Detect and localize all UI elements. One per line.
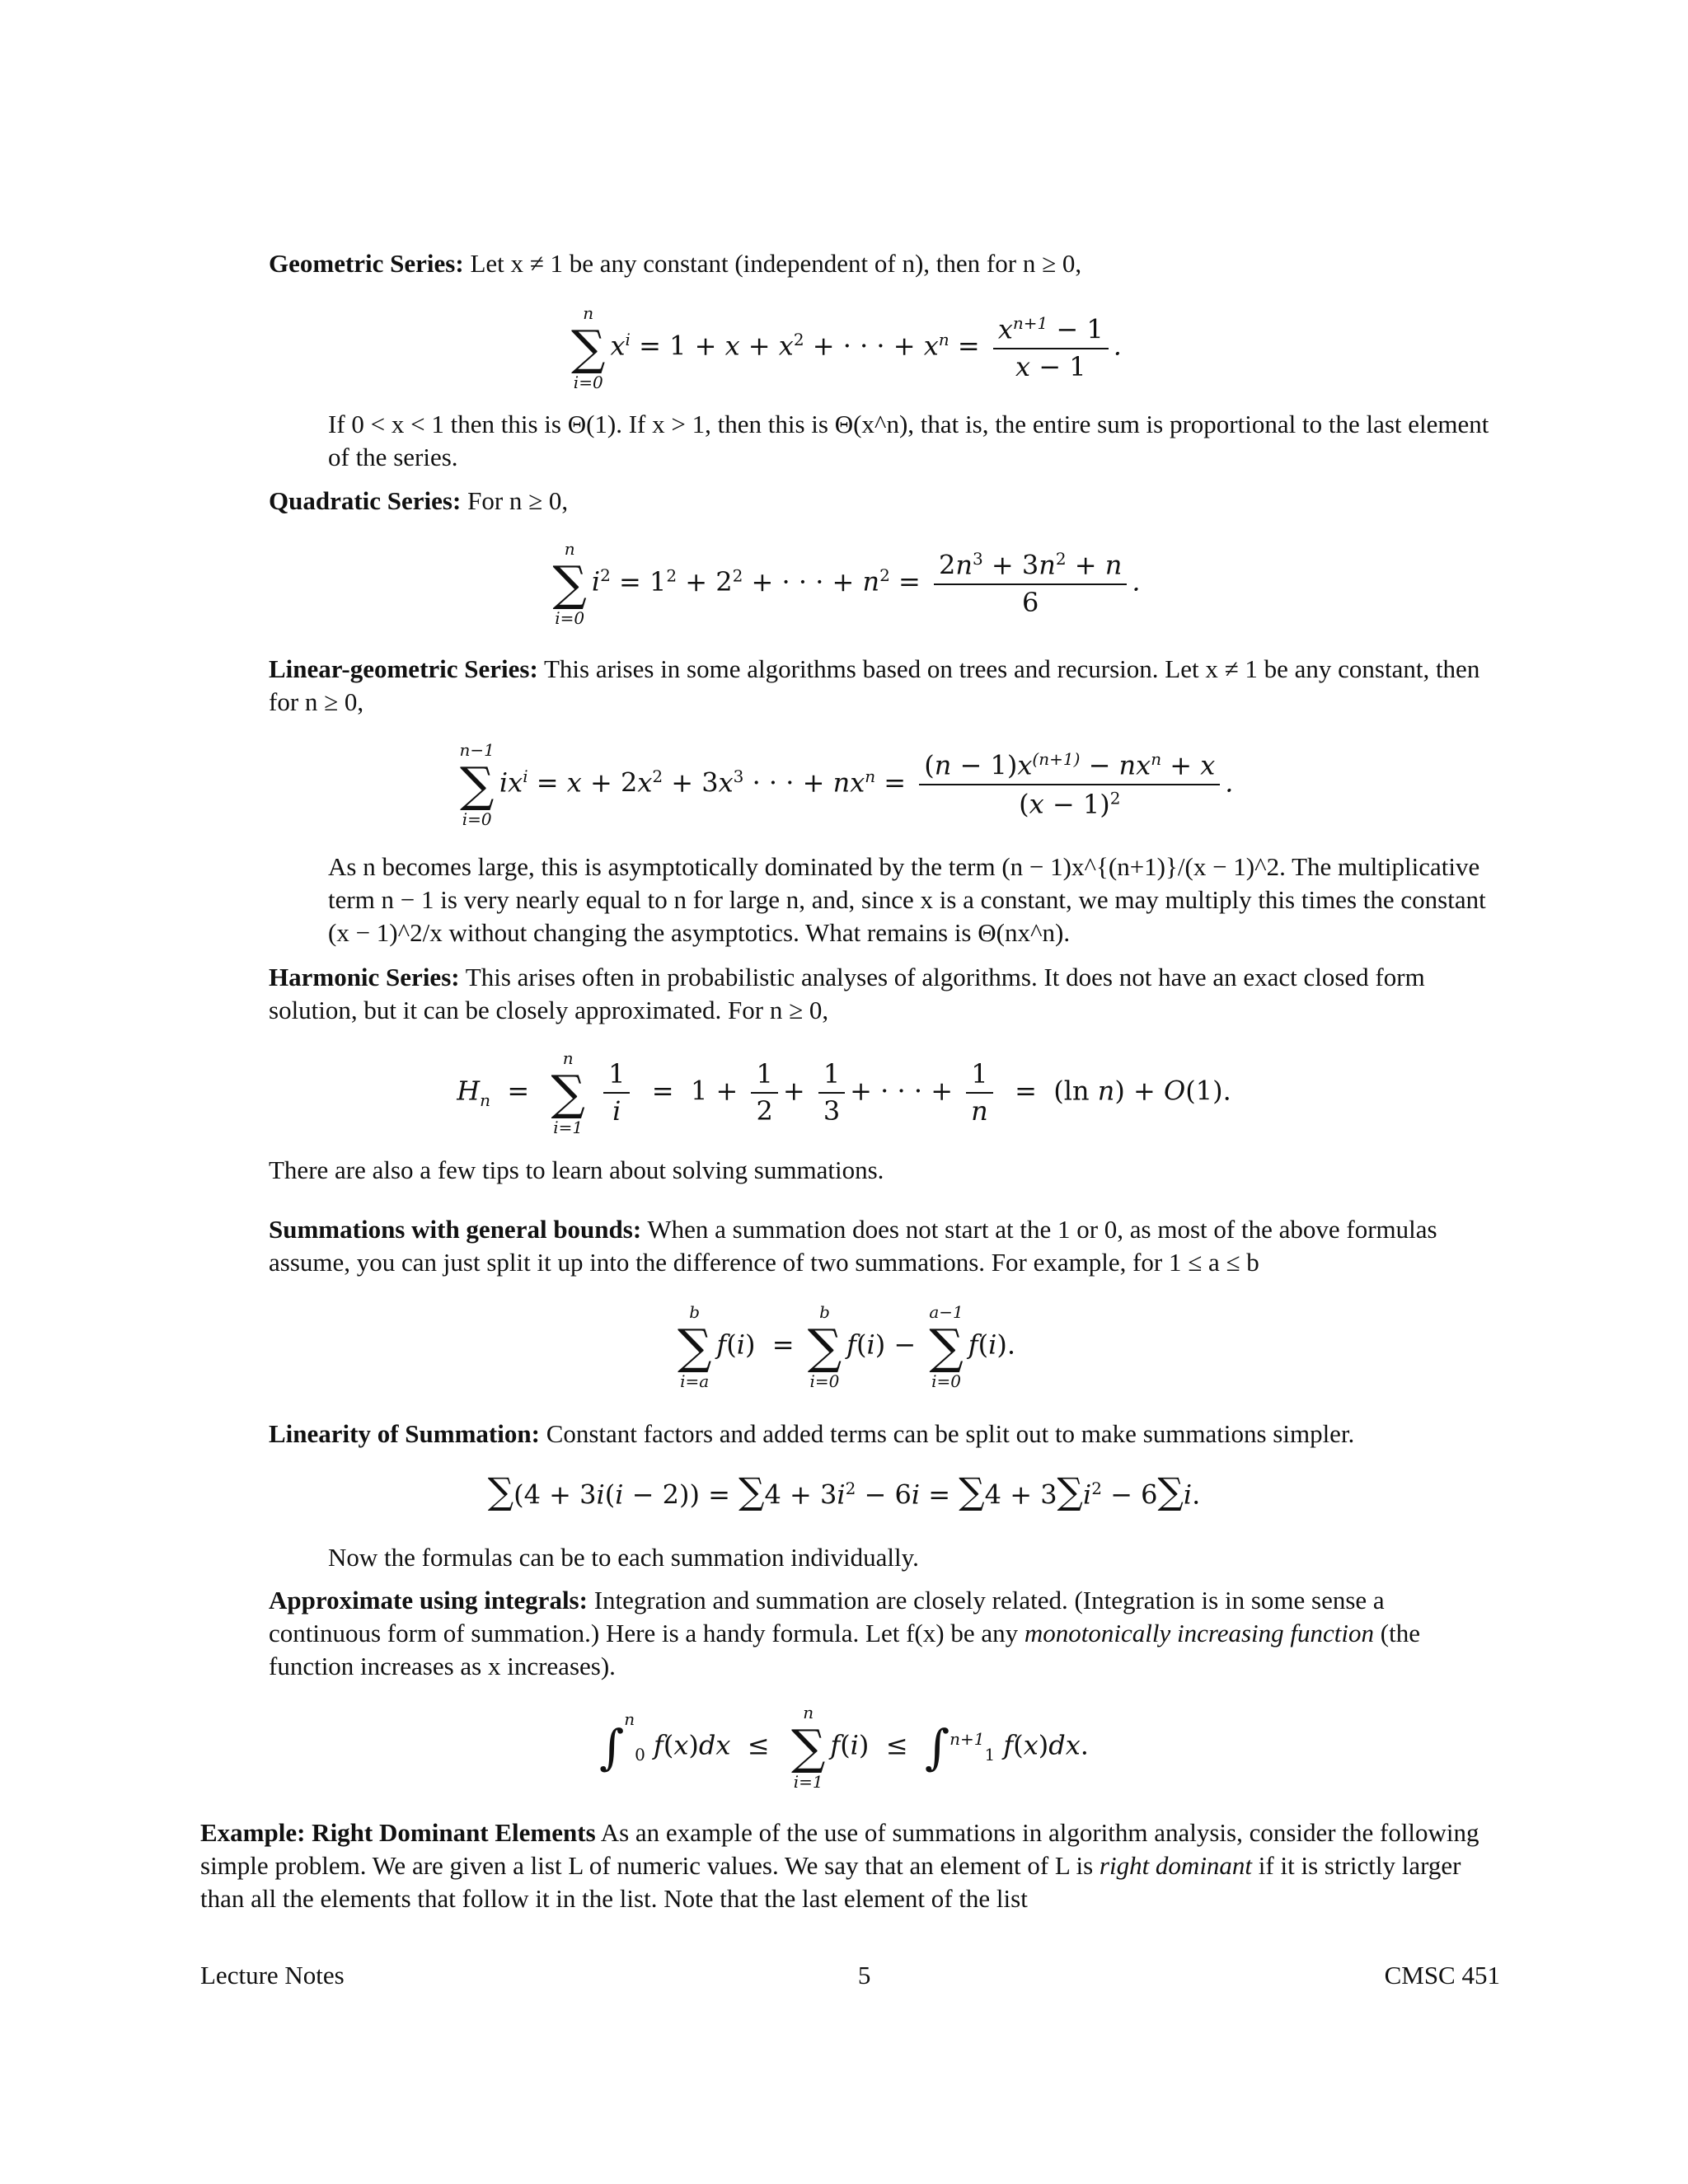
tips-text: There are also a few tips to learn about solving summations. [269, 1155, 884, 1184]
lineargeo-formula: n−1 ∑ i=0 $ix^i = x + 2x^2 + 3x^3$ · · · + $nx^n$ = $\frac{(n - 1)x^{(n+1)} - nx^n + x}{(x - 1)^2}$ . [459, 740, 1234, 829]
geometric-intro: Let x ≠ 1 be any constant (independent of n), then for n ≥ 0, [470, 249, 1082, 278]
example-lead: Example: Right Dominant Elements [200, 1818, 596, 1847]
example-text-a: As an example of the use of summations in algorithm analysis, consider the following simple problem. We are given a list L of numeric values. We say that an element of L is [200, 1818, 1479, 1880]
integrals-formula: ∫$^n_0$ f(x)dx ≤ n ∑ i=1 f(i) ≤ ∫$^{n+1}_1$ f(x)dx. [599, 1703, 1089, 1792]
example-text-b: if it is strictly larger than all the elements that follow it in the list. Note that the last element of the list [200, 1851, 1461, 1913]
lineargeo-intro: This arises in some algorithms based on trees and recursion. Let x ≠ 1 be any constant, then for n ≥ 0, [269, 654, 1480, 716]
lineargeo-series [269, 653, 1500, 719]
linearity-formula: $\sum(4 + 3i(i - 2)) = \sum 4 + 3i^2 - 6i = \sum 4 + 3\sum i^2 - 6\sum i$. [487, 1470, 1201, 1513]
bounds-intro: When a summation does not start at the 1 or 0, as most of the above formulas assume, you can just split it up into the difference of two summations. For example, for 1 ≤ a ≤ b [269, 1215, 1437, 1277]
bounds-section [269, 1213, 1500, 1279]
quadratic-lead: Quadratic Series: [269, 486, 462, 515]
quadratic-intro: For n ≥ 0, [467, 486, 569, 515]
harmonic-lead: Harmonic Series: [269, 963, 460, 991]
integrals-intro-a: Integration and summation are closely related. (Integration is in some sense a continuous form of summation.) Here is a handy formula. Let f(x) be any [269, 1586, 1385, 1647]
geometric-lead: Geometric Series: [269, 249, 464, 278]
bounds-lead: Summations with general bounds: [269, 1215, 642, 1244]
linearity-section [269, 1418, 1500, 1451]
page-footer [200, 1959, 1500, 1992]
integrals-intro-em: monotonically increasing function [1024, 1619, 1375, 1647]
linearity-intro: Constant factors and added terms can be split out to make summations simpler. [546, 1419, 1355, 1448]
integrals-lead: Approximate using integrals: [269, 1586, 588, 1615]
quadratic-formula: n ∑ i=0 $i^2 = 1^2 + 2^2$ + · · · + $n^2$ = $\frac{2n^3 + 3n^2 + n}{6}$ . [552, 539, 1141, 628]
example-section [200, 1816, 1500, 1915]
footer-right: CMSC 451 [1384, 1961, 1500, 1990]
lineargeo-lead: Linear-geometric Series: [269, 654, 538, 683]
lineargeo-note: As n becomes large, this is asymptotically dominated by the term (n − 1)x^{(n+1)}/(x − 1)^2. The multiplicative term n − 1 is very nearly equal to n for large n, and, since x is a constant, we may multiply this times the constant (x − 1)^2/x without changing the asymptotics. What remains is Θ(nx^n). [328, 852, 1486, 947]
quadratic-series-heading [269, 485, 1500, 518]
linearity-lead: Linearity of Summation: [269, 1419, 540, 1448]
geometric-note: If 0 < x < 1 then this is Θ(1). If x > 1, then this is Θ(x^n), that is, the entire sum is proportional to the last element of the series. [328, 410, 1489, 471]
example-text-em: right dominant [1099, 1851, 1253, 1880]
integrals-intro-b: (the function increases as x increases). [269, 1619, 1420, 1680]
harmonic-formula: $H_n$ = n ∑ i=1 $\frac{1}{i}$ = 1 + $\frac{1}{2}$ + $\frac{1}{3}$ + · · · + $\frac{1}{n}$ = (ln n) + O(1). [457, 1048, 1231, 1137]
harmonic-intro: This arises often in probabilistic analyses of algorithms. It does not have an exact closed form solution, but it can be closely approximated. For n ≥ 0, [269, 963, 1425, 1024]
harmonic-series [269, 961, 1500, 1027]
page-number: 5 [857, 1961, 871, 1990]
geometric-intro-line [269, 247, 1500, 280]
footer-left: Lecture Notes [200, 1961, 345, 1990]
integrals-section [269, 1584, 1500, 1683]
bounds-formula: b ∑ i=a f(i) = b ∑ i=0 f(i) − a−1 ∑ i=0 f(i). [677, 1302, 1015, 1391]
geometric-series-heading [269, 247, 1500, 280]
linearity-note: Now the formulas can be to each summation individually. [328, 1543, 919, 1572]
geometric-formula: n ∑ i=0 $x^i = 1 + x + x^2$ + · · · + $x^n$ = $\frac{x^{n+1} - 1}{x - 1}$ . [571, 303, 1122, 392]
